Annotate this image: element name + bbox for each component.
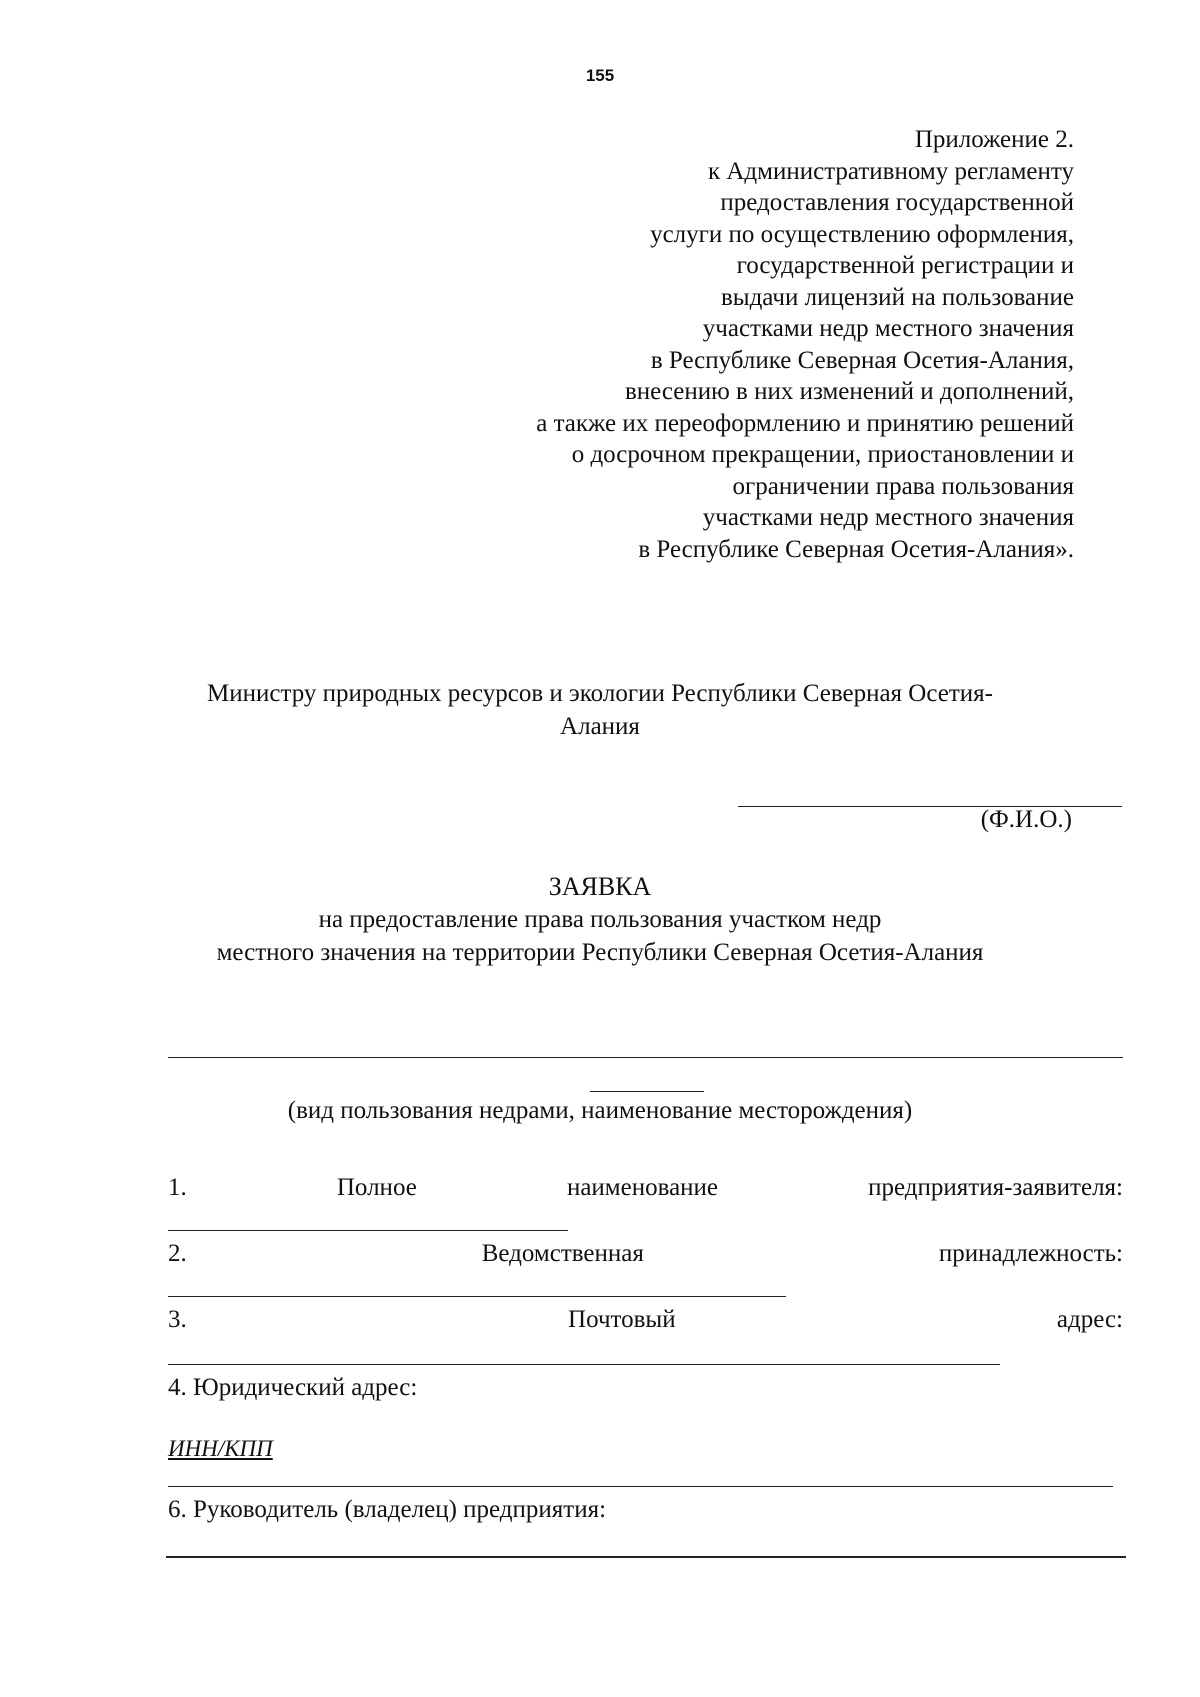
field-number: 1. [168, 1174, 187, 1201]
field-postal-address [168, 1306, 1123, 1334]
head-of-enterprise-blank-line[interactable] [166, 1556, 1126, 1558]
appendix-line: а также их переоформлению и принятию решений [536, 409, 1074, 437]
appendix-line: выдачи лицензий на пользование [720, 283, 1074, 311]
field-legal-address: 4. Юридический адрес: [168, 1374, 418, 1401]
addressee-line: Алания [560, 713, 640, 740]
addressee [150, 677, 1050, 743]
field-word: Ведомственная [481, 1240, 644, 1267]
field-word: предприятия-заявителя: [868, 1174, 1123, 1201]
appendix-line: внесению в них изменений и дополнений, [624, 378, 1074, 405]
field-word: наименование [566, 1174, 719, 1201]
field-full-name [168, 1174, 1123, 1202]
field-head-of-enterprise: 6. Руководитель (владелец) предприятия: [168, 1496, 607, 1523]
subsoil-use-blank-line[interactable] [168, 1057, 1123, 1058]
appendix-line: ограничении права пользования [732, 472, 1074, 500]
title-sub: на предоставление права пользования участком недр [318, 906, 882, 933]
field-inn-kpp: ИНН/КПП [168, 1436, 273, 1461]
subsoil-use-caption: (вид пользования недрами, наименование месторождения) [287, 1097, 913, 1124]
appendix-line: предоставления государственной [720, 189, 1074, 216]
field-word: принадлежность: [938, 1240, 1123, 1267]
page-number: 155 [585, 66, 615, 85]
application-title [150, 870, 1050, 969]
subsoil-use-short-line [590, 1091, 704, 1092]
field-word: Полное [336, 1174, 417, 1201]
field-word: адрес: [1056, 1306, 1123, 1333]
appendix-line: к Административному регламенту [707, 157, 1074, 185]
appendix-header [354, 124, 1074, 565]
postal-address-blank-line[interactable] [168, 1364, 1000, 1365]
field-word: Почтовый [568, 1306, 676, 1333]
fio-label: (Ф.И.О.) [980, 806, 1072, 833]
field-number: 3. [168, 1306, 187, 1333]
appendix-line: о досрочном прекращении, приостановлении и [571, 441, 1074, 468]
appendix-line: Приложение 2. [914, 126, 1074, 153]
inn-kpp-blank-line[interactable] [168, 1486, 1113, 1487]
affiliation-blank-line[interactable] [168, 1296, 786, 1297]
title-main: ЗАЯВКА [548, 872, 652, 901]
field-departmental-affiliation [168, 1240, 1123, 1268]
title-sub: местного значения на территории Республики Северная Осетия-Алания [216, 939, 984, 966]
appendix-line: государственной регистрации и [736, 252, 1074, 279]
field-number: 2. [168, 1240, 187, 1267]
full-name-blank-line[interactable] [168, 1230, 568, 1231]
appendix-line: услуги по осуществлению оформления, [650, 220, 1074, 248]
addressee-line: Министру природных ресурсов и экологии Республики Северная Осетия- [207, 680, 993, 707]
appendix-line: в Республике Северная Осетия-Алания, [650, 346, 1074, 374]
appendix-line: участками недр местного значения [702, 315, 1074, 342]
appendix-line: в Республике Северная Осетия-Алания». [638, 535, 1074, 563]
appendix-line: участками недр местного значения [702, 504, 1074, 531]
